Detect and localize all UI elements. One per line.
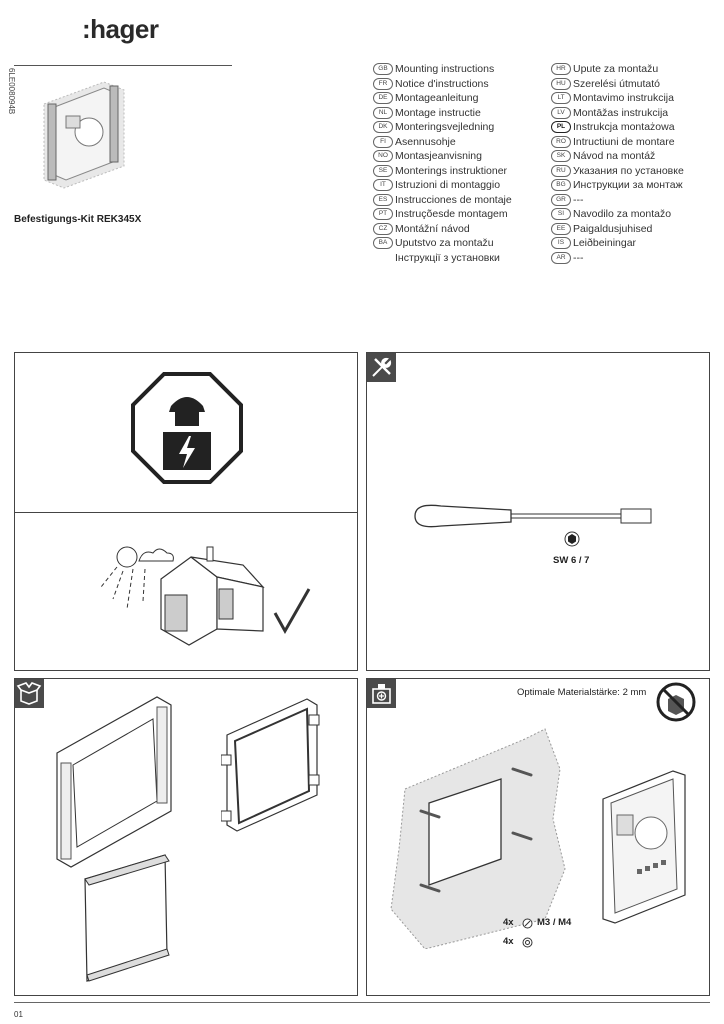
material-thickness-note: Optimale Materialstärke: 2 mm xyxy=(517,687,647,698)
panel-package-contents xyxy=(14,678,358,996)
language-row xyxy=(551,193,684,208)
language-code-badge: RO xyxy=(551,136,571,148)
language-title: Intructiuni de montare xyxy=(573,135,675,148)
screw-size: M3 / M4 xyxy=(537,917,572,928)
header-divider xyxy=(14,65,232,66)
language-code-badge: HU xyxy=(551,78,571,90)
outdoor-house-illustration xyxy=(93,539,329,651)
language-row xyxy=(373,251,512,266)
wrench-size-label: SW 6 / 7 xyxy=(553,555,590,566)
washer-icon xyxy=(522,937,533,948)
language-code-badge: DE xyxy=(373,92,393,104)
language-title: --- xyxy=(573,251,584,264)
language-title: Návod na montáž xyxy=(573,150,656,163)
language-title: Montāžas instrukcija xyxy=(573,106,669,119)
screw-quantity: 4x xyxy=(503,917,514,928)
panel-installation-location xyxy=(14,512,358,671)
language-title: Uputstvo za montažu xyxy=(395,237,494,250)
language-code-badge: PT xyxy=(373,208,393,220)
language-code-badge: IS xyxy=(551,237,571,249)
language-list-right xyxy=(551,62,684,265)
language-row xyxy=(373,135,512,150)
hex-socket-icon xyxy=(564,531,580,547)
language-title: Указания по установке xyxy=(573,164,684,177)
language-row xyxy=(373,120,512,135)
language-row xyxy=(551,178,684,193)
language-row xyxy=(373,193,512,208)
tools-icon xyxy=(367,353,396,382)
language-code-badge: GB xyxy=(373,63,393,75)
language-row xyxy=(551,222,684,237)
language-title: Instrukcja montażowa xyxy=(573,121,675,134)
language-row xyxy=(551,91,684,106)
screwdriver-icon xyxy=(411,501,659,531)
product-name: Befestigungs-Kit REK345X xyxy=(14,214,142,225)
language-row xyxy=(373,106,512,121)
panel-mounting xyxy=(366,678,710,996)
language-code-badge: ES xyxy=(373,194,393,206)
wall-mounting-illustration xyxy=(385,709,705,949)
washer-quantity: 4x xyxy=(503,936,514,947)
language-row xyxy=(373,91,512,106)
language-code-badge: DK xyxy=(373,121,393,133)
product-illustration xyxy=(34,74,134,192)
page-number: 01 xyxy=(14,1010,23,1019)
language-row xyxy=(551,135,684,150)
language-title: Montážní návod xyxy=(395,222,470,235)
language-list-left xyxy=(373,62,512,265)
language-code-badge: SK xyxy=(551,150,571,162)
language-row xyxy=(551,207,684,222)
language-title: Navodilo za montažo xyxy=(573,208,672,221)
language-code-badge: LT xyxy=(551,92,571,104)
language-code-badge: GR xyxy=(551,194,571,206)
panel-tools xyxy=(366,352,710,671)
panel-electrician xyxy=(14,352,358,513)
document-code-text: 6LE008094B xyxy=(7,68,16,115)
language-code-badge: BA xyxy=(373,237,393,249)
language-row xyxy=(373,77,512,92)
language-row xyxy=(373,178,512,193)
language-row xyxy=(551,149,684,164)
language-code-badge: RU xyxy=(551,165,571,177)
language-code-badge: SI xyxy=(551,208,571,220)
electrician-warning-icon xyxy=(131,372,243,484)
language-row xyxy=(551,236,684,251)
language-row xyxy=(551,164,684,179)
language-row xyxy=(551,251,684,266)
language-title: Mounting instructions xyxy=(395,63,495,76)
language-row xyxy=(373,222,512,237)
language-title: Upute za montažu xyxy=(573,63,659,76)
language-code-badge: AR xyxy=(551,252,571,264)
language-row xyxy=(551,120,684,135)
language-row xyxy=(551,62,684,77)
language-code-badge: FI xyxy=(373,136,393,148)
language-title: Leiðbeiningar xyxy=(573,237,637,250)
language-row xyxy=(373,164,512,179)
language-title: Notice d'instructions xyxy=(395,77,489,90)
language-code-badge: CZ xyxy=(373,223,393,235)
language-title: --- xyxy=(573,193,584,206)
rail-profile-illustration xyxy=(81,851,173,987)
language-title: Инструкции за монтаж xyxy=(573,179,683,192)
language-row xyxy=(373,207,512,222)
language-row xyxy=(373,62,512,77)
language-code-badge: HR xyxy=(551,63,571,75)
cover-frame-illustration xyxy=(221,695,325,835)
language-title: Instrucciones de montaje xyxy=(395,193,512,206)
document-code xyxy=(4,68,18,128)
language-title: Montage instructie xyxy=(395,106,481,119)
language-title: Monteringsvejledning xyxy=(395,121,495,134)
screw-icon xyxy=(522,918,533,929)
language-row xyxy=(373,149,512,164)
language-row xyxy=(551,77,684,92)
language-title: Asennusohje xyxy=(395,135,456,148)
language-title: Instruçõesde montagem xyxy=(395,208,508,221)
language-title: Інструкції з установки xyxy=(395,251,500,264)
package-contents-icon xyxy=(15,679,44,708)
language-code-badge: BG xyxy=(551,179,571,191)
language-code-badge: FR xyxy=(373,78,393,90)
language-code-badge: PL xyxy=(551,121,571,133)
language-code-badge: EE xyxy=(551,223,571,235)
brand-logo: :hager xyxy=(82,14,159,44)
language-code-badge: LV xyxy=(551,107,571,119)
language-title: Montavimo instrukcija xyxy=(573,92,674,105)
language-row xyxy=(373,236,512,251)
language-title: Montasjeanvisning xyxy=(395,150,482,163)
language-code-badge: SE xyxy=(373,165,393,177)
language-title: Paigaldusjuhised xyxy=(573,222,653,235)
language-title: Montageanleitung xyxy=(395,92,479,105)
mounting-frame-illustration xyxy=(53,693,177,877)
language-code-badge: IT xyxy=(373,179,393,191)
language-title: Monterings instruktioner xyxy=(395,164,508,177)
mounting-icon xyxy=(367,679,396,708)
footer-divider xyxy=(14,1002,710,1003)
language-code-badge: NO xyxy=(373,150,393,162)
language-code-badge: NL xyxy=(373,107,393,119)
language-title: Istruzioni di montaggio xyxy=(395,179,501,192)
language-row xyxy=(551,106,684,121)
language-title: Szerelési útmutató xyxy=(573,77,660,90)
